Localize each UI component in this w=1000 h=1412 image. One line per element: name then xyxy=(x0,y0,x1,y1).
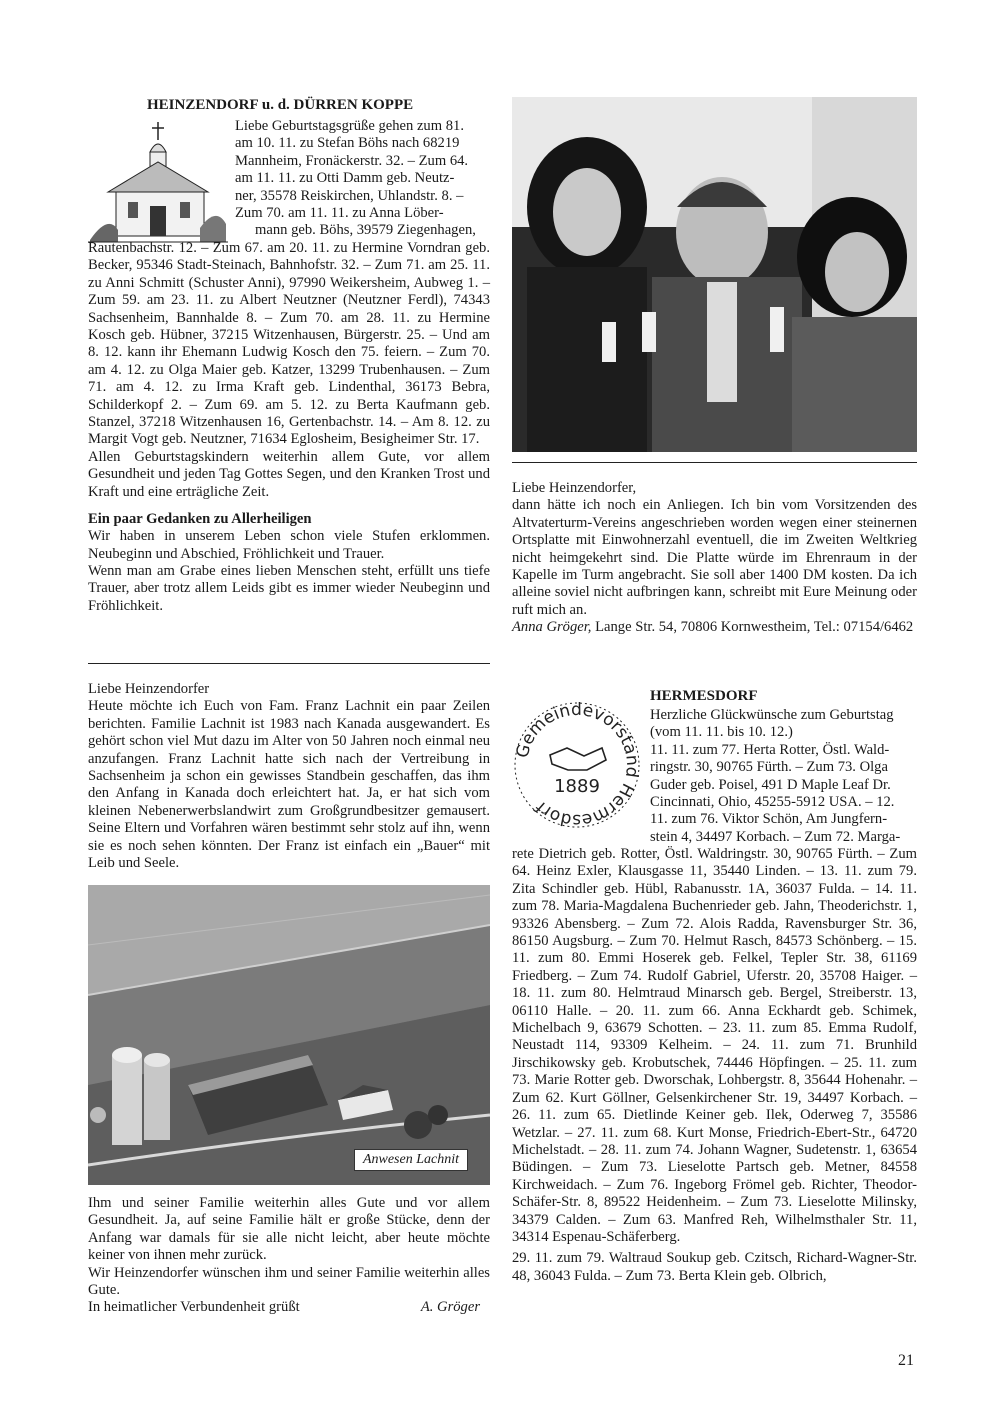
chapel-drawing xyxy=(88,118,228,246)
photo-caption: Anwesen Lachnit xyxy=(354,1149,468,1171)
gedanken-title: Ein paar Gedanken zu Allerheiligen xyxy=(88,511,312,528)
letter-author: Anna Gröger, xyxy=(512,619,592,636)
letter-greeting: Liebe Heinzendorfer, xyxy=(512,480,637,496)
letter-address: Lange Str. 54, 70806 Kornwestheim, Tel.: 07154/6462 xyxy=(595,619,914,636)
lachnit-signoff: In heimatlicher Verbundenheit grüßt xyxy=(88,1299,300,1316)
heinzendorf-intro-2: am 10. 11. zu Stefan Böhs nach 68219 xyxy=(235,135,460,152)
hermesdorf-intro-3: 11. 11. zum 77. Herta Rotter, Östl. Wald- xyxy=(650,741,890,758)
gedanken-p1: Wir haben in unserem Leben schon viele Stufen erklommen. Neubeginn und Abschied, Fröhlichkeit und Trauer. xyxy=(88,528,490,562)
hermesdorf-last: 29. 11. zum 79. Waltraud Soukup geb. Czitsch, Richard-Wagner-Str. 48, 36043 Fulda. – Zum 73. Berta Klein geb. Olbrich, xyxy=(512,1250,917,1284)
family-photo xyxy=(512,97,917,452)
heinzendorf-intro-5: ner, 35578 Reiskirchen, Uhlandstr. 8. – xyxy=(235,187,464,204)
farm-aerial-photo xyxy=(88,885,490,1185)
hermesdorf-intro-5: Guder geb. Poisel, 491 D Maple Leaf Dr. xyxy=(650,776,891,793)
heinzendorf-body: Rautenbachstr. 12. – Zum 67. am 20. 11. zu Hermine Vorndran geb. Becker, 95346 Stadt-Steinach, Bahnhofstr. 32. – Zum 71. am 25. 11. zu Anni Schmitt (Schuster Anni), 97990 Weikersheim, Aubweg 1. – Zum 59. am 23. 11. zu Albert Neutzner (Neutzner Ferdl), 74343 Sachsenheim, Bannhalde 8. – Zum 70. am 28. 11. zu Hermine Kosch geb. Hübner, 37215 Witzenhausen, Bürgerstr. 25. – Und am 8. 12. kann ihr Ehemann Ludwig Kosch den 75. feiern. – Zum 70. am 4. 12. zu Olga Maier geb. Katzer, 13299 Trubenhausen. – Zum 71. am 4. 12. zu Irma Kraft geb. Lindenthal, 36173 Bebra, Schilderkopf 2. – Zum 69. am 5. 12. zu Berta Kaufmann geb. Stanzel, 37218 Witzenhausen 16, Gertenbachstr. 14. – Am 8. 12. zu Margit Vogt geb. Neutzner, 71634 Eglosheim, Besigheimer Str. 17. xyxy=(88,240,490,448)
heinzendorf-intro-4: am 11. 11. zu Otti Damm geb. Neutz- xyxy=(235,170,455,187)
heinzendorf-closing: Allen Geburtstagskindern weiterhin allem Gute, vor allem Gesundheit und jeden Tag Gottes Segen, und den Kranken Trost und Kraft und eine erträgliche Zeit. xyxy=(88,448,490,500)
lachnit-p2: Ihm und seiner Familie weiterhin alles Gute und vor allem Gesundheit. Ja, auf seine Familie hält er große Stücke, denn der Anfang war damals für sie alle nicht leicht, aber heute möchte keiner von ihnen mehr zurück. xyxy=(88,1195,490,1264)
page-number: 21 xyxy=(898,1352,914,1369)
seal-ring-text: Gemeindevorstand Hermesdorf xyxy=(512,700,642,830)
heinzendorf-title: HEINZENDORF u. d. DÜRREN KOPPE xyxy=(147,97,414,113)
lachnit-p3: Wir Heinzendorfer wünschen ihm und seiner Familie weiterhin alles Gute. xyxy=(88,1264,490,1299)
heinzendorf-intro-6: Zum 70. am 11. 11. zu Anna Löber- xyxy=(235,205,444,222)
lachnit-greeting: Liebe Heinzendorfer xyxy=(88,681,210,697)
heinzendorf-intro-3: Mannheim, Fronäckerstr. 32. – Zum 64. xyxy=(235,152,469,169)
hermesdorf-intro-4: ringstr. 30, 90765 Fürth. – Zum 73. Olga xyxy=(650,759,888,776)
heinzendorf-intro-7: mann geb. Böhs, 39579 Ziegenhagen, xyxy=(255,222,476,239)
lachnit-author: A. Gröger xyxy=(420,1299,480,1316)
hermesdorf-body: rete Dietrich geb. Rotter, Östl. Waldringstr. 30, 90765 Fürth. – Zum 64. Heinz Exler, Klausgasse 11, 35440 Linden. – 13. 11. zum 79. Zita Schindler geb. Hübl, Rabanusstr. 1A, 36037 Fulda. – 14. 11. zum 78. Maria-Magdalena Buchenrieder geb. Jahn, Theoderichstr. 1, 93326 Abensberg. – Zum 72. Alois Radda, Ravensburger Str. 36, 86150 Augsburg. – Zum 70. Helmut Rasch, 84573 Schönberg. – 15. 11. zum 80. Emmi Hoserek geb. Felkel, Tepler Str. 38, 61169 Friedberg. – Zum 74. Rudolf Gabriel, Uferstr. 20, 35708 Haiger. – 18. 11. zum 80. Helmtraud Minarsch geb. Bergel, Streiberstr. 13, 06110 Halle. – 20. 11. zum 66. Anna Eckhardt geb. Schimek, Michelbach 9, 63679 Schotten. – 23. 11. zum 85. Emma Rudolf, Neustadt 114, 93309 Kelheim. – 24. 11. zum 71. Brunhild Jirschikowsky geb. Krobutschek, 74446 Höpfingen. – 25. 11. zum 73. Marie Rotter geb. Dworschak, Lohbergstr. 8, 35644 Hohenahr. – Zum 62. Kurt Göllner, Gelsenkirchener Str. 19, 34497 Korbach. – 26. 11. zum 65. Dietlinde Keiner geb. Ilek, Oderweg 7, 35586 Wetzlar. – 27. 11. zum 68. Kurt Monse, Friedrich-Ebert-Str., 64720 Michelstadt. – 28. 11. zum 74. Johann Wagner, Sudetenstr. 1, 63654 Büdingen. – Zum 73. Lieselotte Partsch geb. Metner, 84558 Kirchweidach. – Zum 76. Ingeborg Frömel geb. Richter, Theodor-Schäfer-Str. 8, 89522 Heidenheim. – Zum 73. Lieselotte Milinsky, 34379 Calden. – Zum 63. Manfred Reh, Wilhelmsthaler Str. 11, 34314 Espenau-Schäferberg. xyxy=(512,846,917,1245)
hermesdorf-title: HERMESDORF xyxy=(650,688,758,704)
gemeindevorstand-seal xyxy=(512,700,642,830)
lachnit-p1: Heute möchte ich Euch von Fam. Franz Lachnit ein paar Zeilen berichten. Familie Lachnit ist 1983 nach Kanada ausgewandert. Es gehört schon viel Mut dazu im Alter von 50 Jahren noch einmal neu anzufangen. Franz Lachnit hatte sich nach der Vertreibung in Sachsenheim ja schon ein gewisses Standbein geschaffen, das ihm den Anfang in Kanada doch erleichtert hat. Ja, er hat sich vom kleinen Nebenerwerbslandwirt zum Großgrundbesitzer gemausert. Seine Eltern und Vorfahren wären bestimmt sehr stolz auf ihn, wenn sie es noch sehen könnten. Der Franz ist einfach ein „Bauer“ mit Leib und Seele. xyxy=(88,698,490,872)
letter-body: dann hätte ich noch ein Anliegen. Ich bin vom Vorsitzenden des Altvaterturm-Vereins angeschrieben worden wegen einer steinernen Ortsplatte mit Einwohnerzahl eventuell, die im Zweiten Weltkrieg nicht heimgekehrt sind. Die Platte würde im Ehrenraum in der Kapelle im Turm angebracht. Sie soll aber 1400 DM kosten. Da ich alleine soviel nicht aufbringen kann, schreibt mit Eure Meinung oder ruft mich an. xyxy=(512,497,917,618)
divider-right xyxy=(512,462,917,463)
gedanken-p2: Wenn man am Grabe eines lieben Menschen steht, erfüllt uns tiefe Trauer, aber trotz allem Leids gibt es immer wieder Neubeginn und Fröhlichkeit. xyxy=(88,562,490,614)
hermesdorf-intro-1: Herzliche Glückwünsche zum Geburtstag xyxy=(650,707,894,723)
heinzendorf-intro-1: Liebe Geburtstagsgrüße gehen zum 81. xyxy=(235,118,464,134)
hermesdorf-intro-2: (vom 11. 11. bis 10. 12.) xyxy=(650,724,793,741)
hermesdorf-intro-7: 11. zum 76. Viktor Schön, Am Jungfern- xyxy=(650,811,888,828)
seal-year: 1889 xyxy=(554,776,600,797)
hermesdorf-intro-8: stein 4, 34497 Korbach. – Zum 72. Marga- xyxy=(650,828,901,845)
divider-left xyxy=(88,663,490,664)
hermesdorf-intro-6: Cincinnati, Ohio, 45255-5912 USA. – 12. xyxy=(650,794,895,811)
